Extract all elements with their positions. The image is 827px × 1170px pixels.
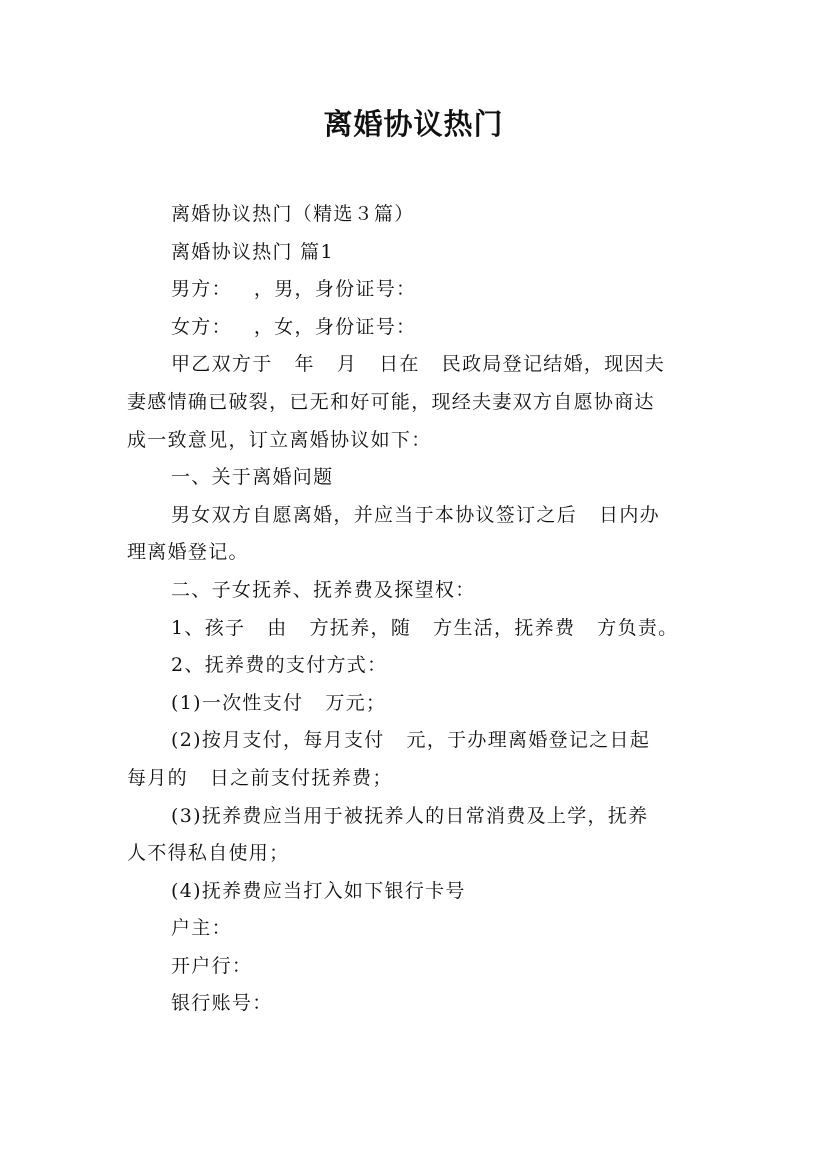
text-line: 女方： ，女，身份证号： bbox=[171, 315, 417, 338]
paragraph-payment-monthly bbox=[127, 722, 717, 797]
text-line: 户主： bbox=[171, 917, 232, 940]
paragraph-section-heading bbox=[127, 234, 717, 272]
paragraph-payment-bank bbox=[127, 873, 717, 911]
text-line: 开户行： bbox=[171, 954, 253, 977]
paragraph-payment-method bbox=[127, 647, 717, 685]
text-line: 离婚协议热门（精选３篇） bbox=[171, 203, 415, 225]
paragraph-clause-1-body bbox=[127, 497, 717, 572]
text-line: 二、子女抚养、抚养费及探望权： bbox=[171, 578, 476, 601]
text-line: (2)按月支付，每月支付 元，于办理离婚登记之日起 bbox=[171, 729, 651, 752]
paragraph-bank-branch bbox=[127, 948, 717, 986]
text-line: 一、关于离婚问题 bbox=[171, 466, 334, 489]
text-line: 理离婚登记。 bbox=[127, 541, 249, 564]
text-line: 妻感情确已破裂，已无和好可能，现经夫妻双方自愿协商达 bbox=[127, 390, 655, 413]
text-line: 1、孩子 由 方抚养，随 方生活，抚养费 方负责。 bbox=[171, 616, 679, 639]
paragraph-subtitle bbox=[127, 196, 717, 234]
text-line: 男女双方自愿离婚，并应当于本协议签订之后 日内办 bbox=[171, 503, 660, 526]
paragraph-preamble bbox=[127, 346, 717, 459]
text-line: 甲乙双方于 年 月 日在 民政局登记结婚，现因夫 bbox=[171, 353, 666, 376]
text-line: 人不得私自使用； bbox=[127, 842, 290, 865]
paragraph-account-number bbox=[127, 985, 717, 1023]
document-title: 离婚协议热门 bbox=[323, 107, 504, 141]
text-line: (1)一次性支付 万元； bbox=[171, 691, 387, 714]
text-line: 成一致意见，订立离婚协议如下： bbox=[127, 428, 432, 451]
document-body bbox=[127, 196, 717, 1023]
text-line: 每月的 日之前支付抚养费； bbox=[127, 766, 393, 789]
paragraph-account-holder bbox=[127, 910, 717, 948]
paragraph-payment-usage bbox=[127, 798, 717, 873]
paragraph-custody bbox=[127, 610, 717, 648]
paragraph-wife bbox=[127, 309, 717, 347]
paragraph-clause-1-heading bbox=[127, 459, 717, 497]
text-line: 男方： ，男，身份证号： bbox=[171, 278, 417, 301]
text-line: 2、抚养费的支付方式： bbox=[171, 654, 388, 677]
text-line: 离婚协议热门 篇1 bbox=[171, 240, 334, 263]
paragraph-clause-2-heading bbox=[127, 572, 717, 610]
paragraph-payment-lump-sum bbox=[127, 685, 717, 723]
text-line: 银行账号： bbox=[171, 992, 273, 1015]
paragraph-husband bbox=[127, 271, 717, 309]
text-line: (3)抚养费应当用于被抚养人的日常消费及上学，抚养 bbox=[171, 804, 649, 827]
text-line: (4)抚养费应当打入如下银行卡号 bbox=[171, 879, 466, 902]
